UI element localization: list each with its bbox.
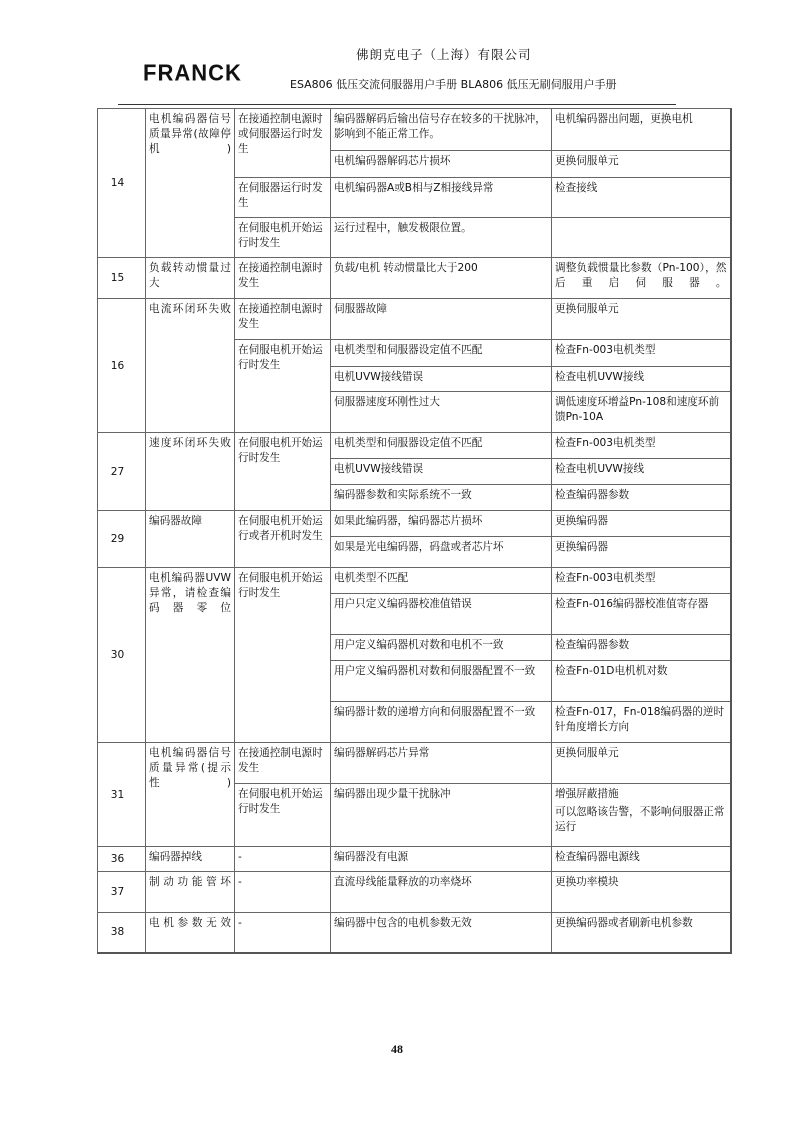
alarm-name: 电机编码器信号质量异常(故障停机) bbox=[146, 109, 235, 258]
manual-title: ESA806 低压交流伺服器用户手册 BLA806 低压无刷伺服用户手册 bbox=[290, 78, 617, 91]
alarm-condition: - bbox=[235, 913, 331, 953]
alarm-code: 36 bbox=[98, 847, 146, 872]
alarm-condition: 在接通控制电源时发生 bbox=[235, 258, 331, 299]
alarm-action: 检查电机UVW接线 bbox=[552, 459, 731, 485]
alarm-cause: 编码器参数和实际系统不一致 bbox=[331, 485, 552, 511]
alarm-code: 15 bbox=[98, 258, 146, 299]
alarm-cause: 如果是光电编码器，码盘或者芯片坏 bbox=[331, 537, 552, 568]
alarm-code: 14 bbox=[98, 109, 146, 258]
alarm-action bbox=[552, 784, 731, 847]
alarm-action: 检查Fn-003电机类型 bbox=[552, 340, 731, 367]
alarm-condition: 在伺服电机开始运行时发生 bbox=[235, 433, 331, 511]
alarm-action: 检查Fn-003电机类型 bbox=[552, 568, 731, 594]
alarm-action: 更换伺服单元 bbox=[552, 151, 731, 178]
alarm-action: 检查Fn-01D电机机对数 bbox=[552, 661, 731, 702]
alarm-action: 检查Fn-016编码器校准值寄存器 bbox=[552, 594, 731, 635]
alarm-cause: 用户定义编码器机对数和电机不一致 bbox=[331, 635, 552, 661]
alarm-cause: 编码器解码后输出信号存在较多的干扰脉冲，影响到不能正常工作。 bbox=[331, 109, 552, 151]
alarm-cause: 伺服器速度环刚性过大 bbox=[331, 392, 552, 433]
page-header bbox=[0, 0, 794, 110]
alarm-code: 38 bbox=[98, 913, 146, 953]
alarm-code: 29 bbox=[98, 511, 146, 568]
alarm-condition: - bbox=[235, 847, 331, 872]
alarm-action: 调整负载惯量比参数（Pn-100），然后重启伺服器。 bbox=[552, 258, 731, 299]
alarm-name: 速度环闭环失败 bbox=[146, 433, 235, 511]
alarm-action: 检查编码器电源线 bbox=[552, 847, 731, 872]
alarm-code: 27 bbox=[98, 433, 146, 511]
alarm-cause: 编码器解码芯片异常 bbox=[331, 743, 552, 784]
alarm-action: 电机编码器出问题，更换电机 bbox=[552, 109, 731, 151]
alarm-name: 制动功能管坏 bbox=[146, 872, 235, 913]
alarm-cause: 用户只定义编码器校准值错误 bbox=[331, 594, 552, 635]
alarm-name: 电机编码器信号质量异常(提示性) bbox=[146, 743, 235, 847]
alarm-code: 37 bbox=[98, 872, 146, 913]
alarm-code: 16 bbox=[98, 299, 146, 433]
alarm-cause: 电机类型和伺服器设定值不匹配 bbox=[331, 433, 552, 459]
header-rule bbox=[118, 104, 676, 105]
alarm-code: 31 bbox=[98, 743, 146, 847]
alarm-action: 更换编码器或者刷新电机参数 bbox=[552, 913, 731, 953]
alarm-action-note: 可以忽略该告警，不影响伺服器正常运行 bbox=[555, 806, 725, 833]
alarm-cause: 运行过程中，触发极限位置。 bbox=[331, 218, 552, 258]
alarm-condition: 在伺服电机开始运行时发生 bbox=[235, 340, 331, 433]
alarm-cause: 编码器出现少量干扰脉冲 bbox=[331, 784, 552, 847]
alarm-cause: 编码器没有电源 bbox=[331, 847, 552, 872]
franck-logo: FRANCK bbox=[143, 59, 242, 86]
alarm-action: 更换功率模块 bbox=[552, 872, 731, 913]
alarm-action: 检查Fn-017，Fn-018编码器的逆时针角度增长方向 bbox=[552, 702, 731, 743]
alarm-name: 电机参数无效 bbox=[146, 913, 235, 953]
alarm-name: 编码器故障 bbox=[146, 511, 235, 568]
alarm-action: 检查编码器参数 bbox=[552, 635, 731, 661]
alarm-cause: 用户定义编码器机对数和伺服器配置不一致 bbox=[331, 661, 552, 702]
alarm-action: 检查编码器参数 bbox=[552, 485, 731, 511]
alarm-action: 检查电机UVW接线 bbox=[552, 367, 731, 392]
page-number: 48 bbox=[391, 1042, 403, 1056]
alarm-condition: 在伺服器运行时发生 bbox=[235, 178, 331, 218]
alarm-code: 30 bbox=[98, 568, 146, 743]
alarm-cause: 编码器中包含的电机参数无效 bbox=[331, 913, 552, 953]
alarm-condition: 在接通控制电源时发生 bbox=[235, 743, 331, 784]
alarm-action: 检查Fn-003电机类型 bbox=[552, 433, 731, 459]
alarm-cause: 电机类型和伺服器设定值不匹配 bbox=[331, 340, 552, 367]
alarm-name: 电流环闭环失败 bbox=[146, 299, 235, 433]
alarm-name: 负载转动惯量过大 bbox=[146, 258, 235, 299]
alarm-cause: 如果此编码器，编码器芯片损坏 bbox=[331, 511, 552, 537]
alarm-action: 更换编码器 bbox=[552, 537, 731, 568]
alarm-action: 检查接线 bbox=[552, 178, 731, 218]
alarm-action: 更换伺服单元 bbox=[552, 299, 731, 340]
alarm-condition: 在伺服电机开始运行或者开机时发生 bbox=[235, 511, 331, 568]
alarm-cause: 直流母线能量释放的功率烧坏 bbox=[331, 872, 552, 913]
alarm-condition: - bbox=[235, 872, 331, 913]
alarm-condition: 在接通控制电源时发生 bbox=[235, 299, 331, 340]
alarm-cause: 电机类型不匹配 bbox=[331, 568, 552, 594]
alarm-condition: 在伺服电机开始运行时发生 bbox=[235, 784, 331, 847]
alarm-action: 更换编码器 bbox=[552, 511, 731, 537]
alarm-cause: 电机UVW接线错误 bbox=[331, 459, 552, 485]
alarm-action bbox=[552, 218, 731, 258]
alarm-name: 电机编码器UVW异常，请检查编码器零位 bbox=[146, 568, 235, 743]
alarm-cause: 电机编码器解码芯片损坏 bbox=[331, 151, 552, 178]
alarm-cause: 伺服器故障 bbox=[331, 299, 552, 340]
alarm-action: 调低速度环增益Pn-108和速度环前馈Pn-10A bbox=[552, 392, 731, 433]
alarm-cause: 负载/电机 转动惯量比大于200 bbox=[331, 258, 552, 299]
alarm-condition: 在伺服电机开始运行时发生 bbox=[235, 568, 331, 743]
alarm-condition: 在伺服电机开始运行时发生 bbox=[235, 218, 331, 258]
alarm-cause: 电机UVW接线错误 bbox=[331, 367, 552, 392]
alarm-condition: 在接通控制电源时或伺服器运行时发生 bbox=[235, 109, 331, 178]
alarm-cause: 编码器计数的递增方向和伺服器配置不一致 bbox=[331, 702, 552, 743]
alarm-action: 更换伺服单元 bbox=[552, 743, 731, 784]
alarm-name: 编码器掉线 bbox=[146, 847, 235, 872]
alarm-action-line: 增强屏蔽措施 bbox=[555, 788, 619, 800]
alarm-cause: 电机编码器A或B相与Z相接线异常 bbox=[331, 178, 552, 218]
alarm-table bbox=[97, 108, 732, 954]
company-name: 佛朗克电子（上海）有限公司 bbox=[356, 47, 532, 62]
